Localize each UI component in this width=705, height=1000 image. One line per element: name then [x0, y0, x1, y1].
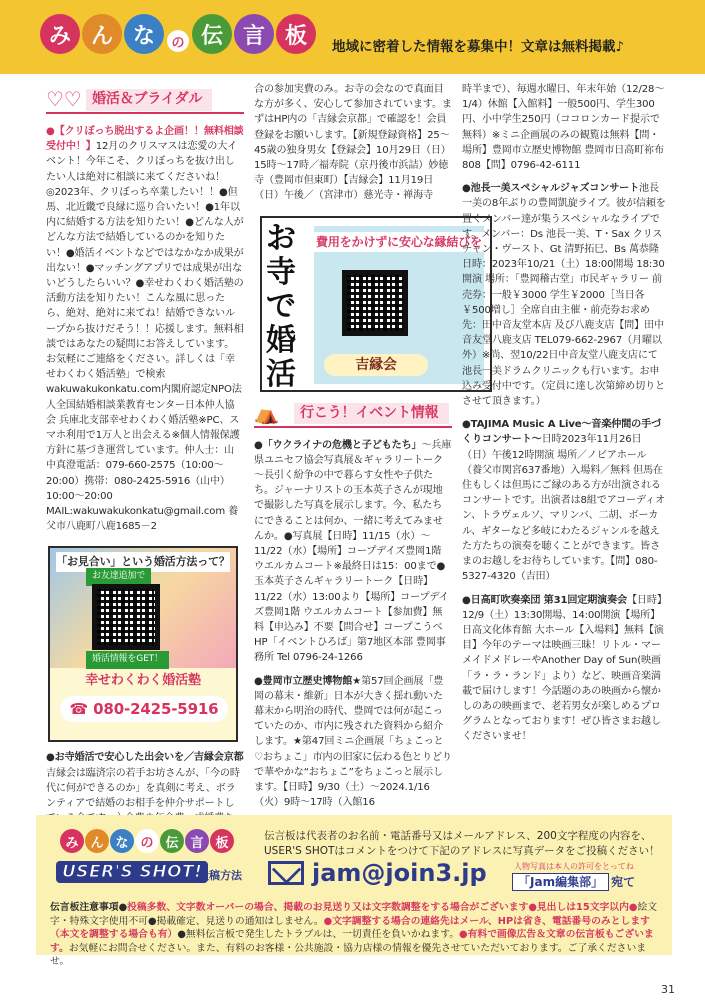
submission-notes [50, 901, 662, 969]
article [462, 417, 666, 584]
submission-info [36, 815, 672, 967]
submission-instructions: 伝言板は代表者のお名前・電話番号又はメールアドレス、200文字程度の内容を、USER'S SHOTはコメントをつけて下記のアドレスに写真データをご投稿ください！ [264, 830, 660, 857]
article-heading: ●池長一美スペシャルジャズコンサート [462, 183, 640, 195]
ad-phone[interactable]: ☎ 080-2425-5916 [60, 696, 228, 722]
article-heading: ●【クリぼっち脱出するよ企画！！無料相談受付中！】 [46, 126, 244, 153]
section-title: 行こう！イベント情報 [294, 403, 449, 424]
users-shot-logo: USER'S SHOT! [56, 861, 208, 883]
article-heading: ●「ウクライナの危機と子どもたち」 [254, 439, 422, 451]
section-header-konkatsu [46, 88, 244, 114]
article-continued: 合の参加実費のみ。お寺の会なので真面目な方が多く、安心して参加されています。まずはHP内の「吉縁会京都」で確認を！会員登録をお願いします。【新規登録資格】25～45歳の独身男女【登録会】10月29日（日）15時～17時／福寿院（京丹後市浜詰）妙徳寺（豊岡市但東町）【吉縁会】11月19日（日）午後／（宮津市）慈光寺・禅海寺 [254, 84, 452, 202]
email-block[interactable] [268, 859, 487, 887]
title-char: 言 [234, 14, 274, 54]
notes-label: 伝言板注意事項● [50, 902, 128, 913]
article-heading: ●TAJIMA Music A Live～音楽仲間の手づくりコンサート～ [462, 419, 661, 446]
email-address[interactable]: jam@join3.jp [312, 859, 487, 887]
title-char: 伝 [192, 14, 232, 54]
board-title [40, 14, 318, 54]
column-2 [254, 82, 482, 816]
article-heading: ●日高町吹奏楽団 第31回定期演奏会 [462, 594, 627, 606]
editor-suffix: 宛て [611, 875, 636, 889]
logo-char: 伝 [160, 829, 184, 853]
title-char: な [124, 14, 164, 54]
article-body: 【日時】12/9（土）13:30開場、14:00開演【場所】日高文化体育館 大ホール【入場料】無料【演目】今年のテーマは映画三昧！リトル・マーメイドメドレーやAnother Day of Sun(映画「ラ・ラ・ランド」より）など、映画音楽満載で届けします！今話題のあの映画から懐かしのあの映画まで、老若男女が楽しめるプログラムとなっております！ぜひ皆さまお越しくださいませ！ [462, 594, 664, 743]
header-tagline: 地域に密着した情報を募集中！文章は無料掲載♪ [332, 39, 625, 55]
title-char: み [40, 14, 80, 54]
article-heading: ●お寺婚活で安心した出会いを／吉縁会京都 [46, 752, 244, 764]
title-char: 板 [276, 14, 316, 54]
section-title: 婚活＆ブライダル [86, 89, 212, 110]
article [462, 181, 666, 409]
article-body: 池長一美の8年ぶりの豊岡凱旋ライブ。彼が信頼を置くメンバー達が集うスペシャルなライブです。メンバー：Ds 池長一美、T・Sax クリスチャン・ヴースト、Gt 清野拓巳、Bs 萬恭隆 日時：2023年10/21（土）18:00開場 18:30開演 場所：「豊岡稽古堂」市民ギャラリー 前売券：一般￥3000 学生￥2000［当日各￥500増し］全席自由主催・前売券お求め先：田中音友堂本店 及び八鹿支店【問】田中音友堂八鹿支店 TEL079-662-2967（月曜以外）※尚、翌10/22日中音友堂八鹿支店にて池長一美ドラムクリニックも行います。お申込み受付中です。（定員に達し次第締め切りとさせて頂きます。） [462, 183, 666, 408]
notes-text: ●無料伝言板で発生したトラブルは、一切責任を負いかねます。 [177, 929, 460, 940]
logo-char: の [135, 829, 159, 853]
notes-warning: ●有料で画像広告＆文章の伝言板もございます。 [50, 929, 654, 954]
konkatsu-ad[interactable] [48, 546, 238, 742]
article-body: 12月のクリスマスは恋愛の大イベント！今年こそ、クリぼっちを抜け出したい人は絶対に相談に来てくださいね！◎2023年、クリぼっち卒業したい！！●但馬、北近畿で良縁に巡り合いたい！●1年以内に結婚する方法を知りたい！●どんな人がどんな方法で結婚しているのかを知りたい！●婚活イベントなどではなかなか成果が出ない！●マッチングアプリでは成果が出ないどうしたらいい？●幸せわくわく婚活塾の活動方法を知りたい！こんな風に思ったら、絶対、絶対に来てね！結婚できないループから抜けだそう！！応援します。無料相談ではあなたの疑問にお答えしています。お気軽にご連絡をください。詳しくは「幸せわくわく婚活塾」で検索wakuwakukonkatu.com内閣府認定NPO法人全国結婚相談業教育センター日本仲人協会 兵庫北支部幸せわくわく婚活塾※PC、スマホ利用で1万人と出会える※個人情報保護方針に基づき運営しています。仲人士：山中真澄電話：079-660-2575（10:00～20:00）携帯：080-2425-5916（山中）10:00～20:00 MAIL:wakuwakukonkatu@gmail.com 養父市八鹿町八鹿1685－2 [46, 141, 244, 533]
article [254, 674, 452, 811]
title-char: の [167, 30, 189, 52]
column-1 [46, 88, 244, 847]
ad-question: 「お見合い」という婚活方法って？ [56, 552, 230, 571]
qr-code-icon[interactable] [342, 270, 408, 336]
ad-vertical-title: お寺で婚活 [266, 220, 296, 392]
notes-warning: 投稿多数、文字数オーバーの場合、掲載のお見送り又は文字数調整をする場合がございます●見出しは15文字以内● [127, 902, 638, 913]
section-header-event [254, 402, 452, 428]
page-number: 31 [661, 983, 675, 996]
ad-brand: 吉縁会 [324, 354, 428, 376]
article-body: ～兵庫県ユニセフ協会写真展＆ギャラリートーク～長引く紛争の中で暮らす女性や子供たち。ジャーナリストの玉本英子さんが現地で撮影した写真を展示します。今、私たちにできることは何か、一緒に考えてみませんか。●写真展【日時】11/15（水）～11/22（水）【場所】コープデイズ豊岡1階 ウエルカムコート※最終日は15：00まで●玉本英子さんギャラリートーク【日時】11/22（水）13:00より【場所】コープデイズ豊岡1階 ウエルカムコート【参加費】無料【申込み】不要【問合せ】コープこうべHP「イベントひろば」第7地区本部 豊岡事務所 Tel 0796-24-1266 [254, 439, 452, 664]
photo-permission-note: 人物写真は本人の許可をとってね [514, 862, 634, 871]
column-3 [462, 82, 666, 750]
editor-address [512, 873, 637, 890]
notes-text: お気軽にお問合せください。また、有料のお客様・公共施設・協力店様の情報を優先させていただいております。ご了承くださいませ。 [50, 942, 647, 967]
logo-char: ん [85, 829, 109, 853]
article-continued: 時半まで）、毎週水曜日、年末年始（12/28～1/4）休館【入館料】一般500円、学生300円、小中学生250円（ココロンカード提示で無料）※ミニ企画展のみの観覧は無料【問・場所】豊岡市立歴史博物館 豊岡市日高町祢布808【問】0796-42-6111 [462, 84, 665, 172]
article-body: 日時2023年11月26日（日）午後12時開演 場所／ノビアホール（養父市関宮637番地）入場料／無料 但馬在住もしくは但馬にご縁のある方が出演されるコンサートです。出演者は8組でアコーディオン、トラヴェルソ、マリンバ、二胡、ボーカル、ギターなど多岐にわたるジャンルを越えた方たちの演奏を聴くことができます。皆さまのお越しをお待ちしています。【問】080-5327-4320（吉田） [462, 434, 666, 583]
envelope-icon [268, 861, 304, 885]
hearts-icon: ♡♡ [46, 87, 82, 112]
logo-char: 言 [185, 829, 209, 853]
footer-logo [60, 829, 235, 853]
kichienkai-ad[interactable] [260, 216, 492, 392]
article-heading: ●豊岡市立歴史博物館★ [254, 675, 362, 687]
ad-headline: 費用をかけずに安心な縁結びを [314, 232, 484, 252]
notes-text: 絵文字・特殊文字使用不可●掲載確定、見送りの通知はしません。 [50, 902, 658, 927]
article [254, 438, 452, 666]
ad-name: 幸せわくわく婚活塾 [85, 673, 201, 689]
article [46, 124, 244, 534]
article-body: 第57回企画展「豊岡の幕末・維新」日本が大きく揺れ動いた幕末から明治の時代、豊岡では何が起こっていたのか、市内に残された資料から紹介します。★第47回ミニ企画展「ちょこっと♡おちょこ」市内の旧家に伝わる色とりどりで華やかな“おちょこ”をちょこっと展示します。【日時】9/30（土）～2024.1/16（火）9時～17時（入館16 [254, 675, 452, 809]
article [462, 593, 666, 745]
page-header [0, 0, 705, 74]
editor-name: 「Jam編集部」 [512, 873, 609, 891]
ad-tag: 婚活情報をGET！ [86, 651, 169, 668]
notes-warning: ●文字調整する場合の連絡先はメール、HPは省き、電話番号のみとします（本文を調整する場合も有） [50, 915, 650, 940]
tent-icon: ⛺ [254, 401, 279, 426]
how-to-submit: 投稿方法 [198, 869, 242, 882]
logo-char: み [60, 829, 84, 853]
qr-code-icon[interactable] [92, 584, 160, 650]
logo-char: 板 [210, 829, 234, 853]
article-body: 吉縁会は臨済宗の若手お坊さんが、「今の時代に何ができるのか」を真剣に考え、ボランティアで結婚のお相手を仲介サポートし [46, 767, 240, 810]
title-char: ん [82, 14, 122, 54]
phone-number: 080-2425-5916 [93, 699, 219, 718]
ad-tag: お友達追加で [86, 568, 151, 585]
logo-char: な [110, 829, 134, 853]
